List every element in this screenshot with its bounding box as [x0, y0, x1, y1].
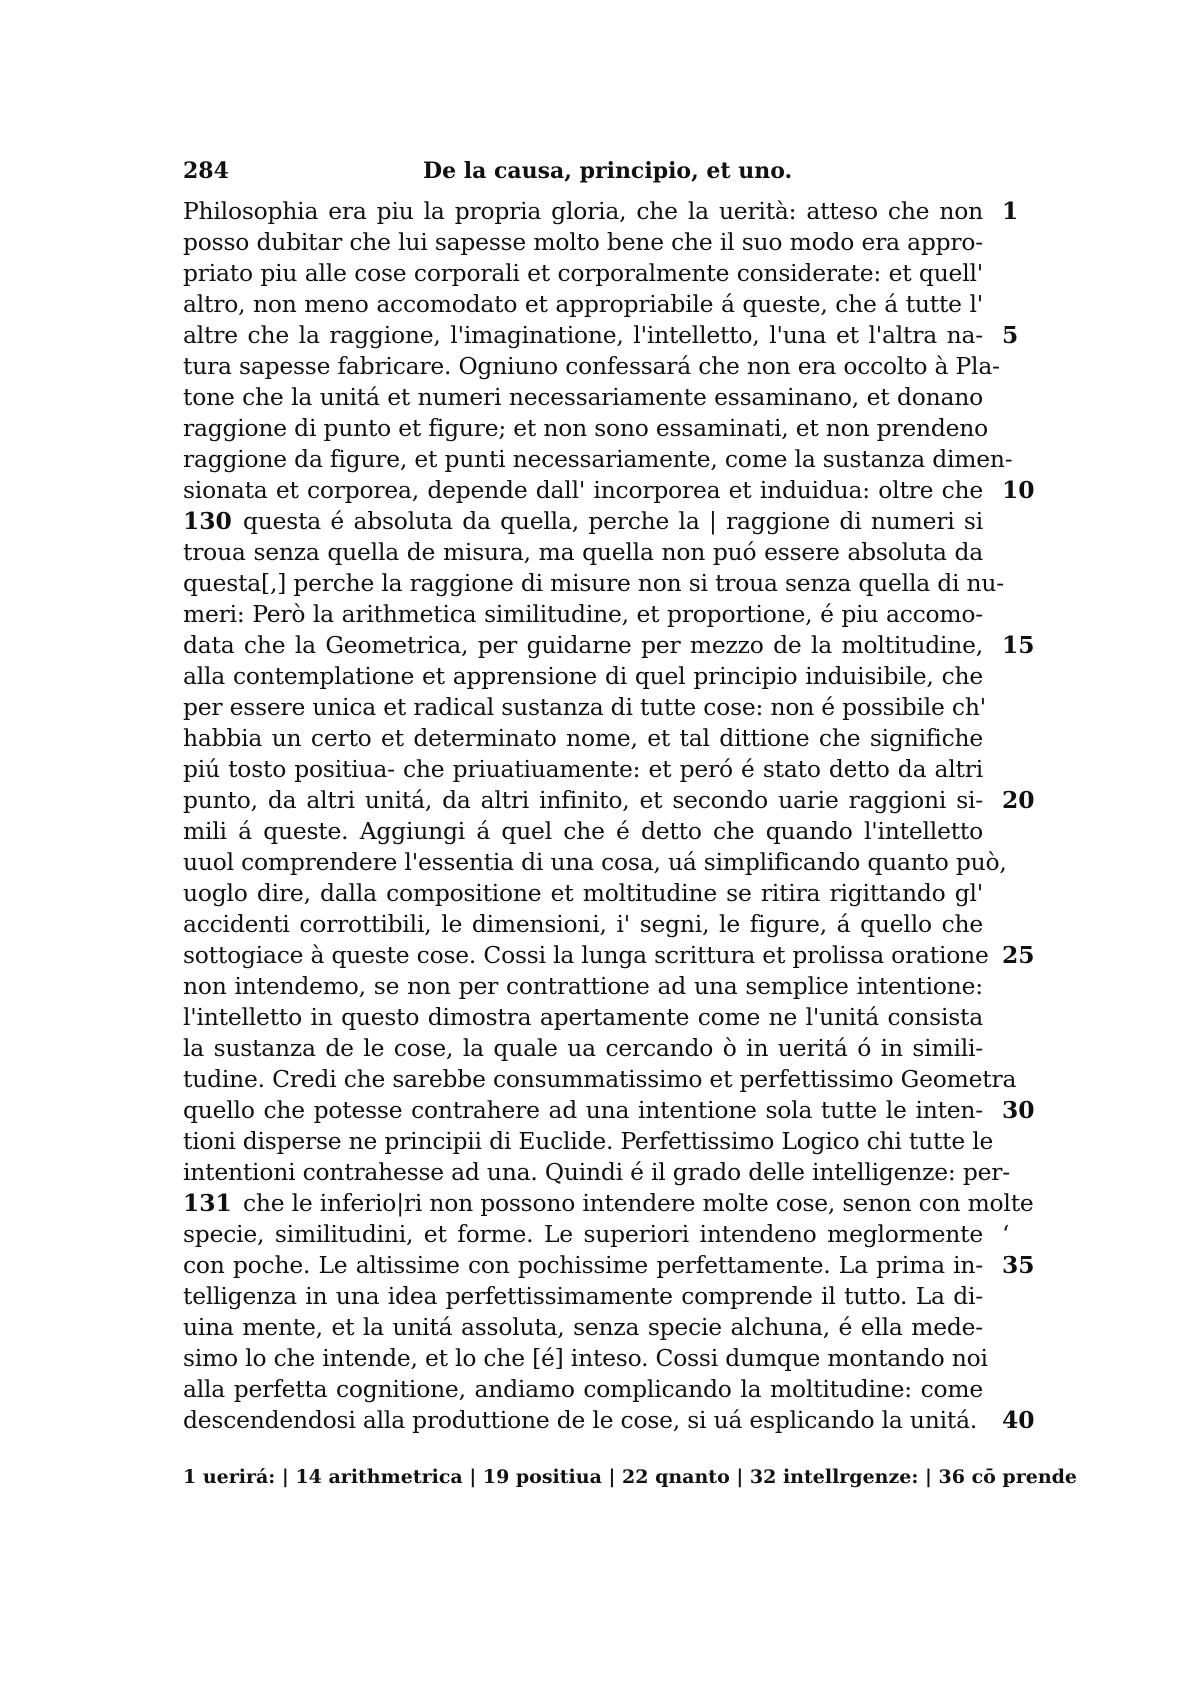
text-line: la sustanza de le cose, la quale ua cercando ò in ueritá ó in simili- — [183, 1034, 983, 1062]
text-line: raggione da figure, et punti necessariamente, come la sustanza dimen- — [183, 445, 1013, 473]
text-line: data che la Geometrica, per guidarne per mezzo de la moltitudine, — [183, 631, 983, 659]
line-number-15: 15 — [1002, 631, 1035, 659]
text-line: per essere unica et radical sustanza di tutte cose: non é possibile ch' — [183, 693, 986, 721]
text-line: uina mente, et la unitá assoluta, senza specie alchuna, é ella mede- — [183, 1313, 983, 1341]
text-line: questa é absoluta da quella, perche la | raggione di numeri si — [243, 507, 983, 535]
text-line: specie, similitudini, et forme. Le superiori intendeno meglormente — [183, 1220, 983, 1248]
text-line: con poche. Le altissime con pochissime perfettamente. La prima in- — [183, 1251, 983, 1279]
text-line: sionata et corporea, depende dall' incorporea et induidua: oltre che — [183, 476, 983, 504]
line-number-40: 40 — [1002, 1406, 1035, 1434]
line-number-30: 30 — [1002, 1096, 1035, 1124]
text-line: quello che potesse contrahere ad una intentione sola tutte le inten- — [183, 1096, 983, 1124]
text-line: telligenza in una idea perfettissimamente comprende il tutto. La di- — [183, 1282, 983, 1310]
text-line: questa[,] perche la raggione di misure non si troua senza quella di nu- — [183, 569, 1004, 597]
page-number: 284 — [183, 158, 229, 184]
page-header — [183, 158, 1003, 188]
text-line: alla perfetta cognitione, andiamo complicando la moltitudine: come — [183, 1375, 983, 1403]
text-line: uuol comprendere l'essentia di una cosa, uá simplificando quanto può, — [183, 848, 1007, 876]
text-line: sottogiace à queste cose. Cossi la lunga scrittura et prolissa oratione — [183, 941, 989, 969]
text-line: descendendosi alla produttione de le cose, si uá esplicando la unitá. — [183, 1406, 978, 1434]
text-line: Philosophia era piu la propria gloria, che la uerità: atteso che non — [183, 197, 983, 225]
text-line: non intendemo, se non per contrattione ad una semplice intentione: — [183, 972, 983, 1000]
footnote-apparatus: 1 uerirá: | 14 arithmetrica | 19 positiua | 22 qnanto | 32 intellrgenze: | 36 cō prende — [183, 1466, 1078, 1488]
text-line: raggione di punto et figure; et non sono essaminati, et non prendeno — [183, 414, 989, 442]
text-line: tudine. Credi che sarebbe consummatissimo et perfettissimo Geometra — [183, 1065, 1017, 1093]
text-line: tioni disperse ne principii di Euclide. Perfettissimo Logico chi tutte le — [183, 1127, 994, 1155]
stray-mark: ‘ — [1002, 1220, 1010, 1248]
text-line: accidenti corrottibili, le dimensioni, i' segni, le figure, á quello che — [183, 910, 983, 938]
text-line: tone che la unitá et numeri necessariamente essaminano, et donano — [183, 383, 983, 411]
text-line: altre che la raggione, l'imaginatione, l'intelletto, l'una et l'altra na- — [183, 321, 983, 349]
line-number-1: 1 — [1002, 197, 1019, 225]
line-number-5: 5 — [1002, 321, 1019, 349]
text-line: troua senza quella de misura, ma quella non puó essere absoluta da — [183, 538, 983, 566]
text-line: alla contemplatione et apprensione di quel principio induisibile, che — [183, 662, 983, 690]
text-line: uoglo dire, dalla compositione et moltitudine se ritira rigittando gl' — [183, 879, 983, 907]
text-line: priato piu alle cose corporali et corporalmente considerate: et quell' — [183, 259, 983, 287]
running-title: De la causa, principio, et uno. — [423, 158, 793, 184]
line-number-25: 25 — [1002, 941, 1035, 969]
text-line: piú tosto positiua- che priuatiuamente: et peró é stato detto da altri — [183, 755, 983, 783]
text-line: tura sapesse fabricare. Ogniuno confessará che non era occolto à Pla- — [183, 352, 1000, 380]
text-line: habbia un certo et determinato nome, et tal dittione che significhe — [183, 724, 983, 752]
line-number-20: 20 — [1002, 786, 1035, 814]
text-line: intentioni contrahesse ad una. Quindi é il grado delle intelligenze: per- — [183, 1158, 1010, 1186]
text-line: altro, non meno accomodato et appropriabile á queste, che á tutte l' — [183, 290, 983, 318]
line-number-35: 35 — [1002, 1251, 1035, 1279]
text-line: mili á queste. Aggiungi á quel che é detto che quando l'intelletto — [183, 817, 983, 845]
text-line: simo lo che intende, et lo che [é] inteso. Cossi dumque montando noi — [183, 1344, 988, 1372]
text-line: che le inferio|ri non possono intendere molte cose, senon con molte — [243, 1189, 1034, 1217]
text-line: punto, da altri unitá, da altri infinito, et secondo uarie raggioni si- — [183, 786, 983, 814]
text-line: l'intelletto in questo dimostra apertamente come ne l'unitá consista — [183, 1003, 983, 1031]
text-line: posso dubitar che lui sapesse molto bene che il suo modo era appro- — [183, 228, 983, 256]
margin-page-131: 131 — [183, 1189, 232, 1217]
margin-page-130: 130 — [183, 507, 232, 535]
text-line: meri: Però la arithmetica similitudine, et proportione, é piu accomo- — [183, 600, 983, 628]
line-number-10: 10 — [1002, 476, 1035, 504]
